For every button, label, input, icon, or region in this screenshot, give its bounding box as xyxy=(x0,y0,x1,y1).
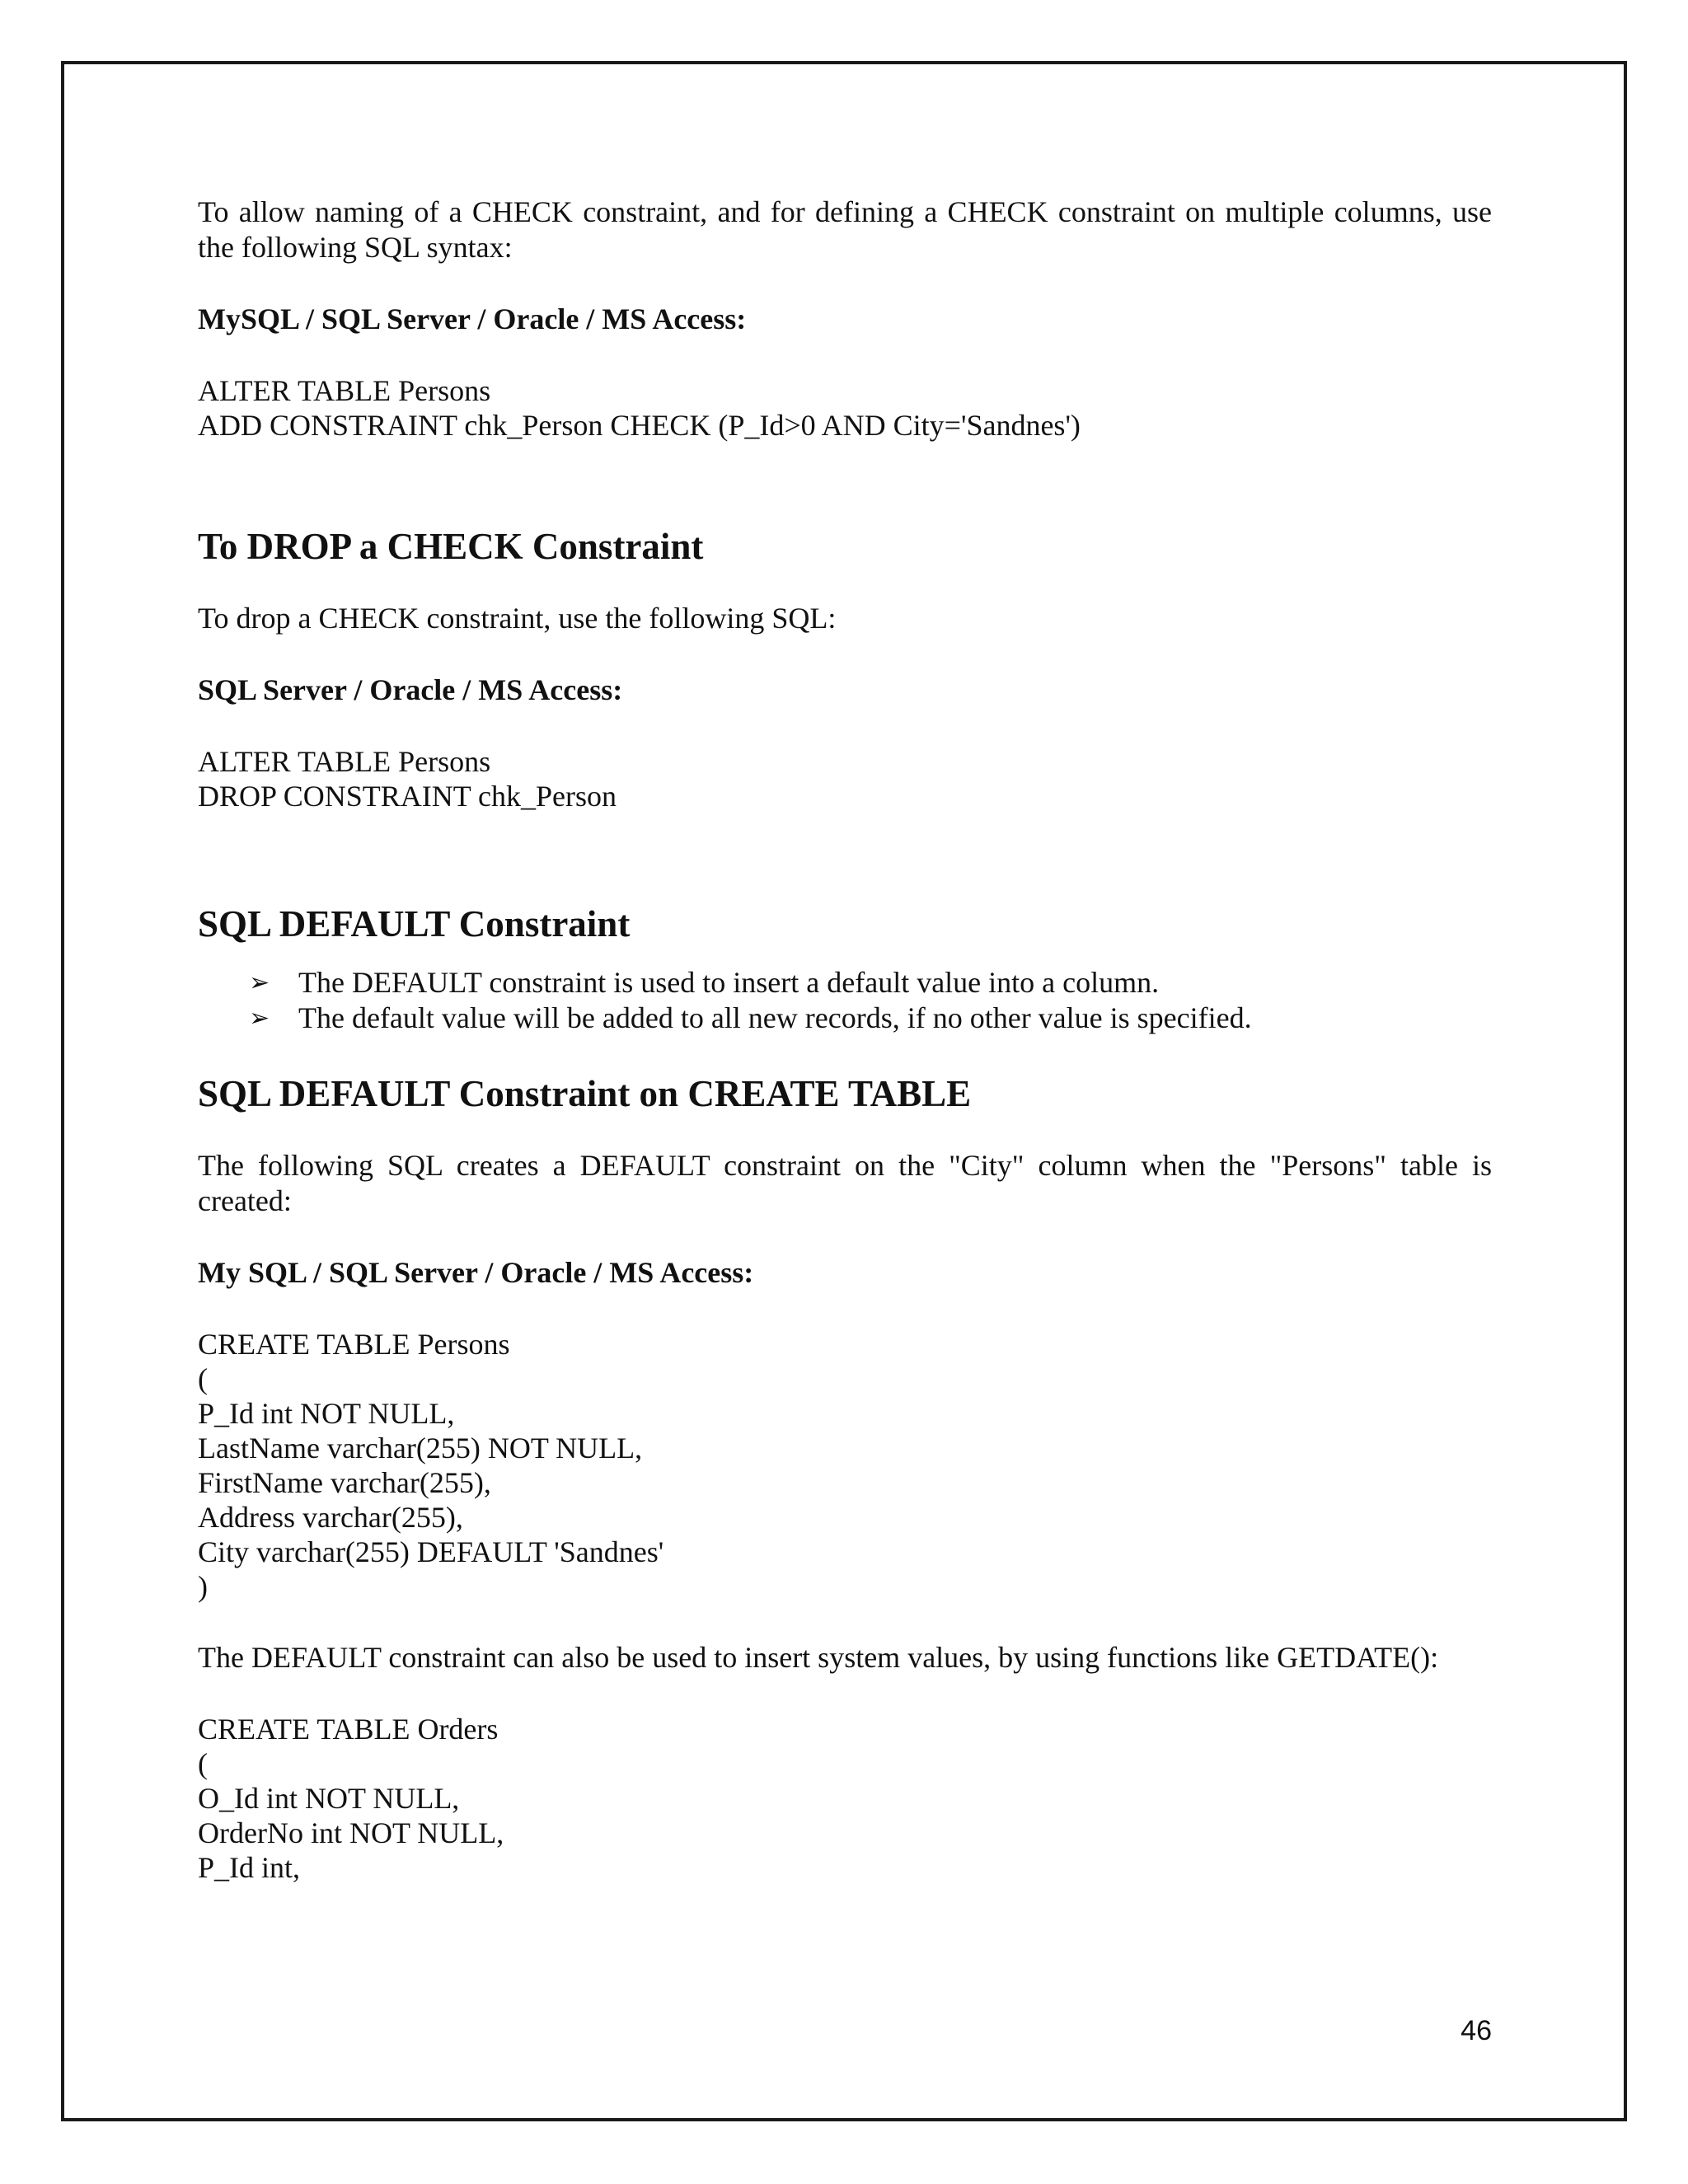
list-item xyxy=(249,1001,1492,1036)
default-create-heading: SQL DEFAULT Constraint on CREATE TABLE xyxy=(198,1073,972,1114)
code-line: City varchar(255) DEFAULT 'Sandnes' xyxy=(198,1535,664,1568)
drop-check-code-block xyxy=(198,744,1492,813)
check-named-intro: To allow naming of a CHECK constraint, and for defining a CHECK constraint on multiple columns, use the following SQL syntax: xyxy=(198,195,1492,264)
orders-create-code-block xyxy=(198,1712,1492,1885)
check-named-code-block xyxy=(198,373,1492,443)
code-line: ( xyxy=(198,1362,208,1395)
default-create-db-label: My SQL / SQL Server / Oracle / MS Access: xyxy=(198,1256,754,1289)
code-line: ADD CONSTRAINT chk_Person CHECK (P_Id>0 AND City='Sandnes') xyxy=(198,409,1081,442)
drop-check-heading: To DROP a CHECK Constraint xyxy=(198,526,704,567)
arrowhead-bullet-icon: ➢ xyxy=(249,968,270,997)
code-line: ( xyxy=(198,1747,208,1780)
code-line: OrderNo int NOT NULL, xyxy=(198,1816,504,1849)
code-line: ALTER TABLE Persons xyxy=(198,745,491,778)
code-line: P_Id int, xyxy=(198,1851,301,1884)
drop-check-db-label: SQL Server / Oracle / MS Access: xyxy=(198,673,623,706)
code-line: DROP CONSTRAINT chk_Person xyxy=(198,780,617,813)
code-line: ALTER TABLE Persons xyxy=(198,374,491,407)
persons-create-code-block xyxy=(198,1327,1492,1604)
code-line: P_Id int NOT NULL, xyxy=(198,1397,455,1430)
code-line: O_Id int NOT NULL, xyxy=(198,1782,460,1815)
page-number: 46 xyxy=(1461,2015,1492,2046)
code-line: LastName varchar(255) NOT NULL, xyxy=(198,1432,643,1465)
system-values-text: The DEFAULT constraint can also be used to insert system values, by using functions like GETDATE(): xyxy=(198,1641,1439,1674)
list-item xyxy=(249,965,1492,1001)
code-line: CREATE TABLE Persons xyxy=(198,1328,510,1361)
bullet-text: The default value will be added to all new records, if no other value is specified. xyxy=(298,1001,1252,1034)
default-constraint-bullets xyxy=(198,965,1492,1036)
code-line: CREATE TABLE Orders xyxy=(198,1713,499,1746)
default-constraint-heading: SQL DEFAULT Constraint xyxy=(198,903,631,944)
check-named-db-label: MySQL / SQL Server / Oracle / MS Access: xyxy=(198,302,747,335)
code-line: ) xyxy=(198,1570,208,1603)
bullet-text: The DEFAULT constraint is used to insert a default value into a column. xyxy=(298,966,1160,999)
default-create-intro: The following SQL creates a DEFAULT constraint on the "City" column when the "Persons" table is created: xyxy=(198,1149,1492,1217)
code-line: FirstName varchar(255), xyxy=(198,1466,491,1499)
arrowhead-bullet-icon: ➢ xyxy=(249,1004,270,1033)
code-line: Address varchar(255), xyxy=(198,1501,463,1534)
document-content xyxy=(198,194,1492,1885)
drop-check-intro: To drop a CHECK constraint, use the following SQL: xyxy=(198,602,837,635)
